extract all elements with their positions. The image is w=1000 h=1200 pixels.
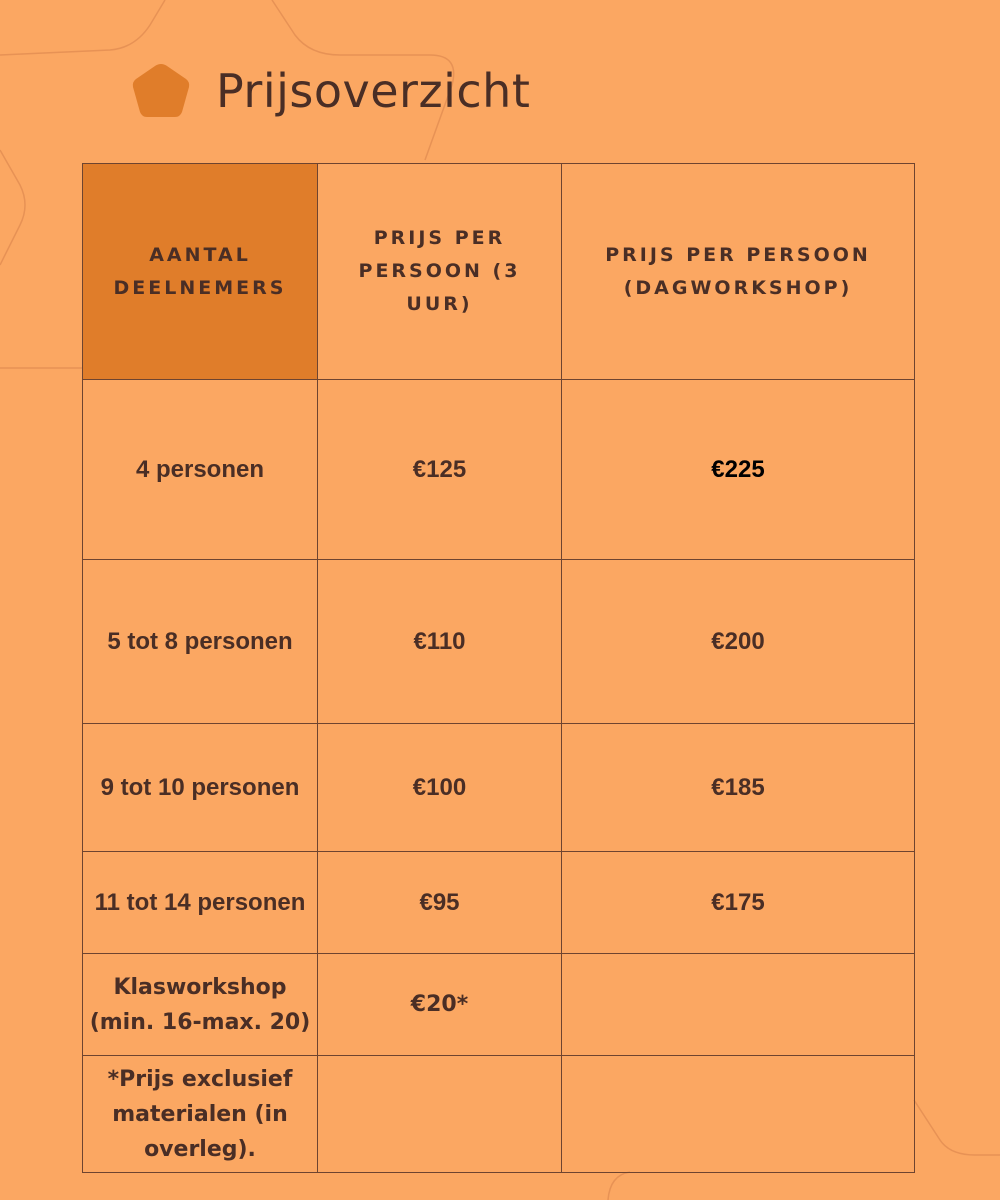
- header-aantal-deelnemers: AANTAL DEELNEMERS: [83, 164, 318, 380]
- pentagon-icon: [131, 62, 191, 120]
- cell-prijs-3-uur: €125: [318, 380, 562, 560]
- table-row: [83, 560, 915, 724]
- cell-prijs-3-uur: €95: [318, 852, 562, 954]
- table-row: [83, 1056, 915, 1173]
- cell-prijs-dagworkshop: [562, 954, 915, 1056]
- table-row: [83, 954, 915, 1056]
- cell-deelnemers: 4 personen: [83, 380, 318, 560]
- cell-prijs-dagworkshop: €175: [562, 852, 915, 954]
- page-title: Prijsoverzicht: [216, 64, 531, 118]
- table-row: [83, 380, 915, 560]
- cell-prijs-dagworkshop: €225: [562, 380, 915, 560]
- cell-prijs-3-uur: €110: [318, 560, 562, 724]
- cell-footnote: *Prijs exclusief materialen (in overleg).: [83, 1056, 318, 1173]
- cell-deelnemers: 9 tot 10 personen: [83, 724, 318, 852]
- table-row: [83, 724, 915, 852]
- cell-deelnemers: Klasworkshop (min. 16-max. 20): [83, 954, 318, 1056]
- table-row: [83, 852, 915, 954]
- cell-prijs-3-uur: €100: [318, 724, 562, 852]
- cell-deelnemers: 11 tot 14 personen: [83, 852, 318, 954]
- cell-prijs-3-uur: €20*: [318, 954, 562, 1056]
- cell-prijs-3-uur: [318, 1056, 562, 1173]
- cell-prijs-dagworkshop: €185: [562, 724, 915, 852]
- header-prijs-dagworkshop: PRIJS PER PERSOON (DAGWORKSHOP): [562, 164, 915, 380]
- header-prijs-3-uur: PRIJS PER PERSOON (3 UUR): [318, 164, 562, 380]
- price-table: [82, 163, 915, 1173]
- cell-deelnemers: 5 tot 8 personen: [83, 560, 318, 724]
- cell-prijs-dagworkshop: [562, 1056, 915, 1173]
- cell-prijs-dagworkshop: €200: [562, 560, 915, 724]
- table-header-row: [83, 164, 915, 380]
